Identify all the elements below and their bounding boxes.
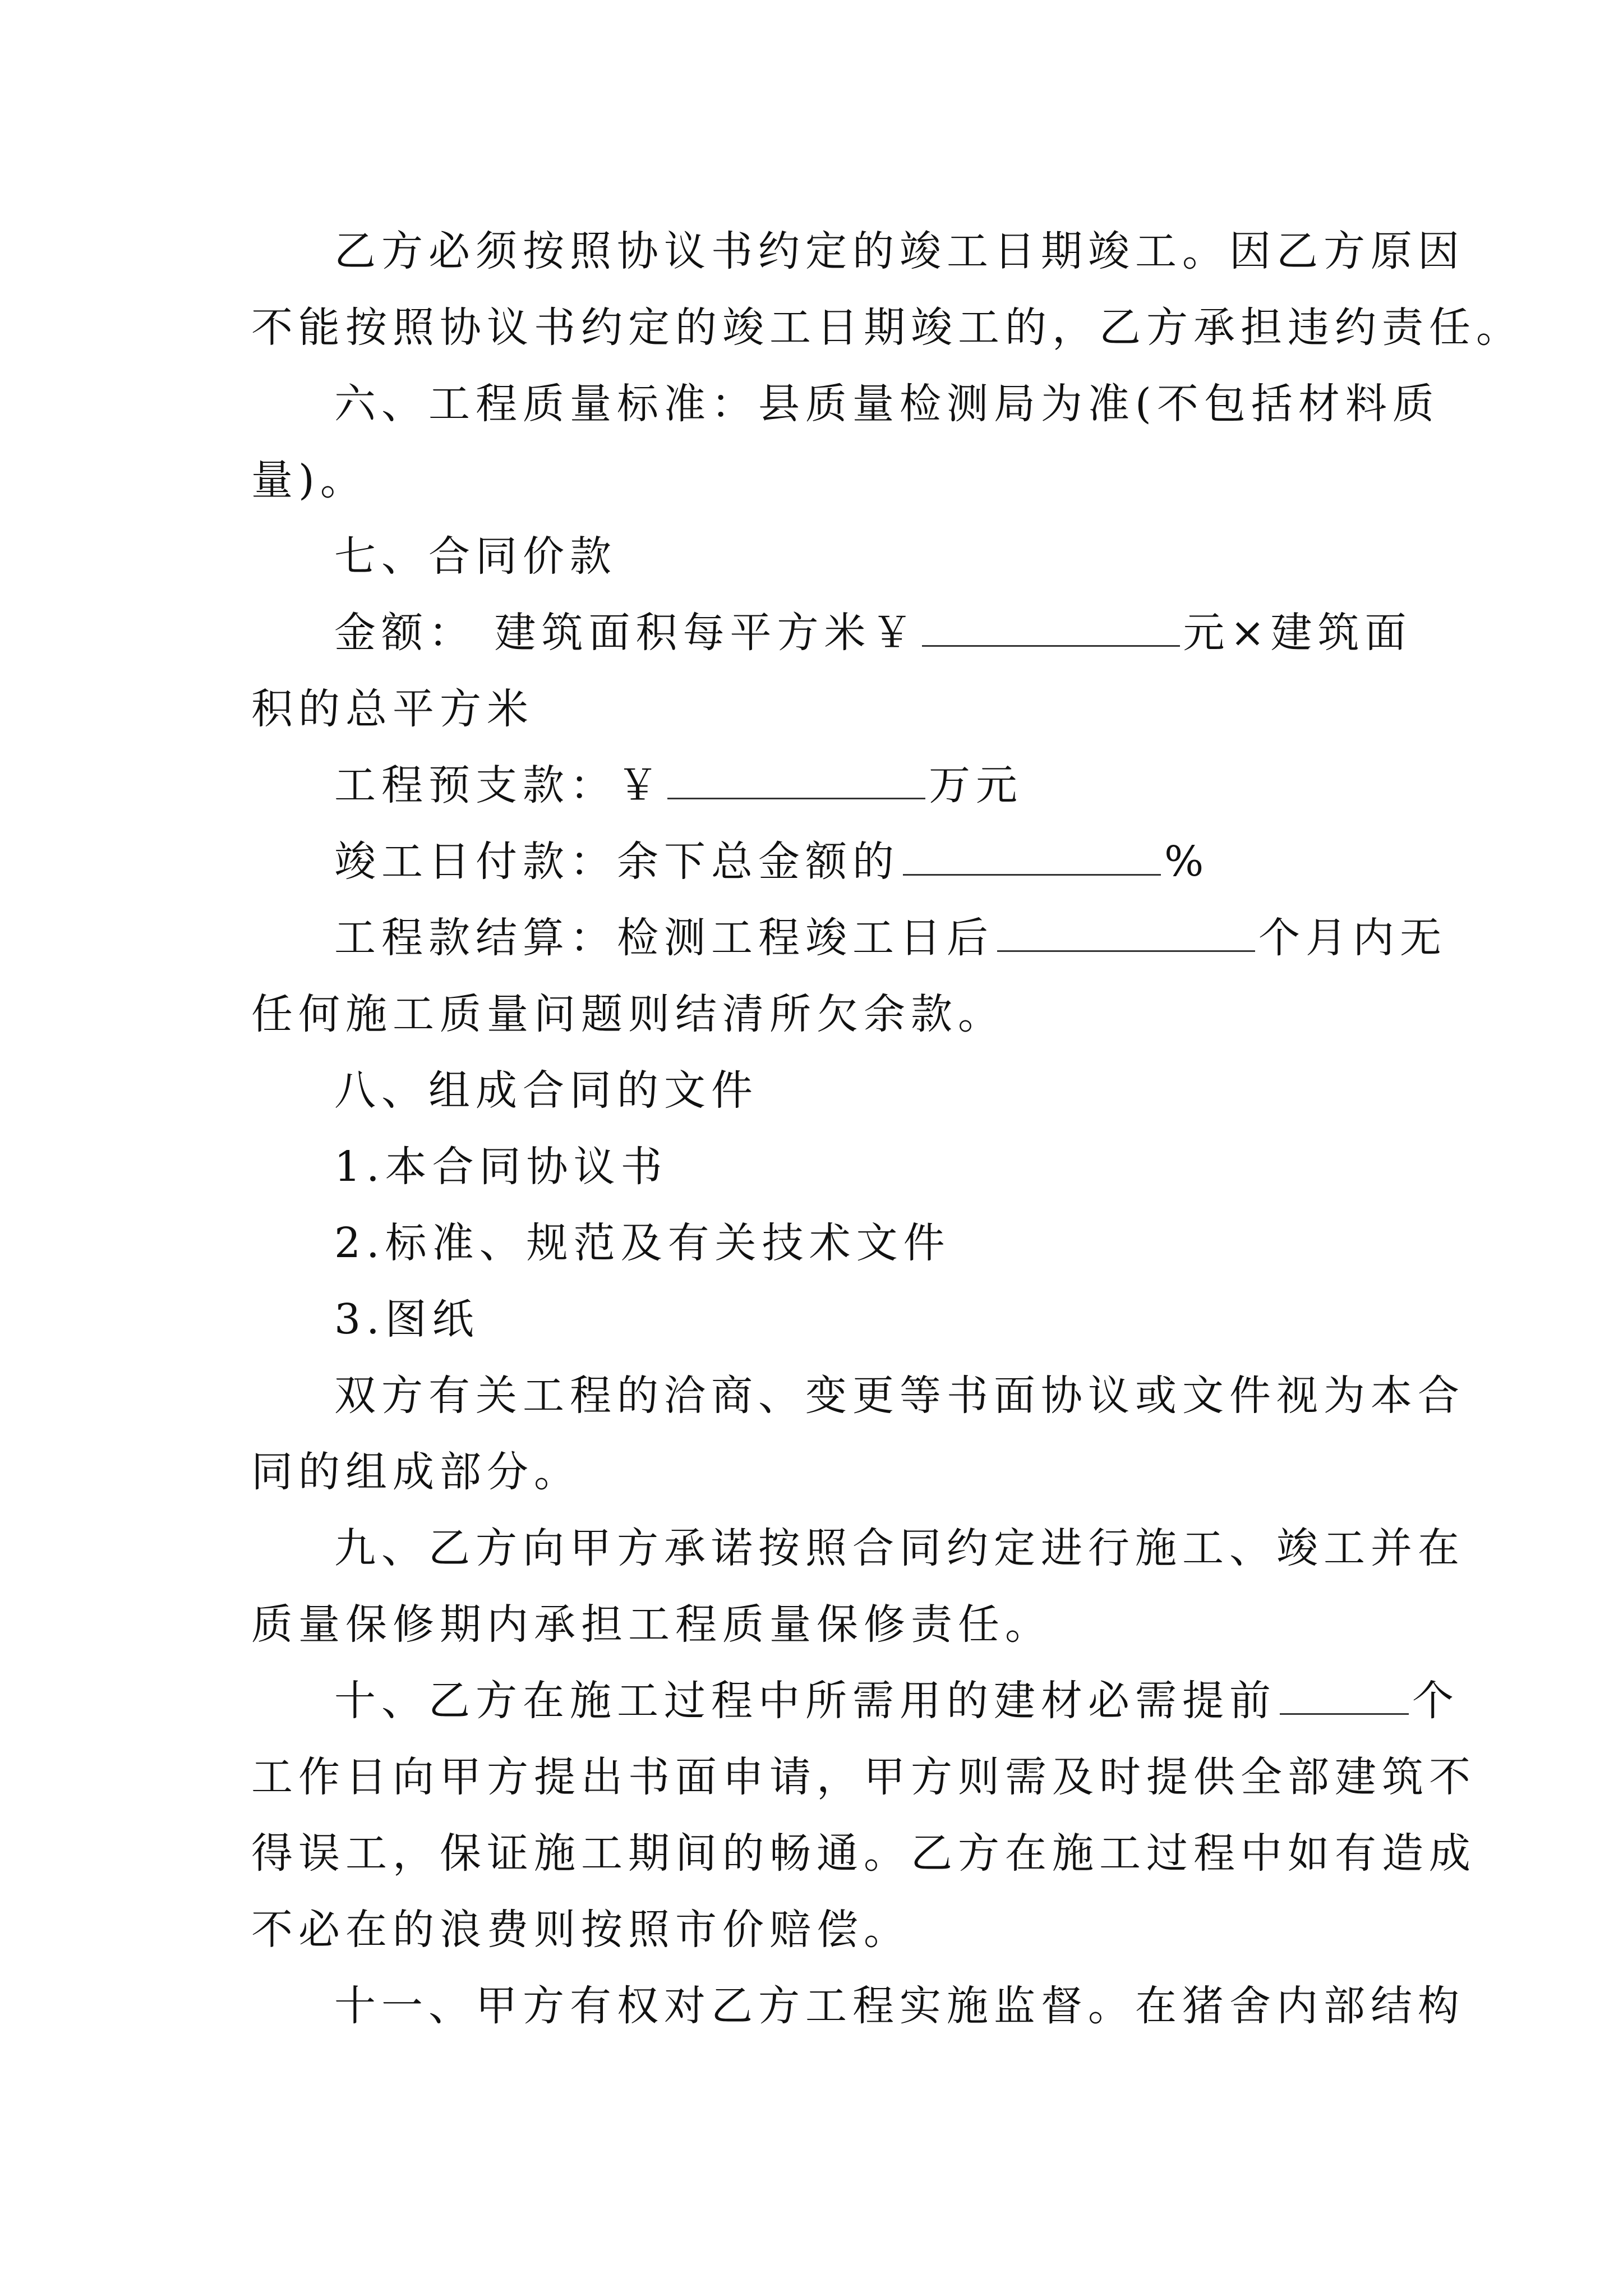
text: 量)。 <box>251 456 367 504</box>
paragraph-line <box>251 747 1390 823</box>
blank-underline <box>997 914 1255 952</box>
text: 3.图纸 <box>334 1295 479 1343</box>
text: 不必在的浪费则按照市价赔偿。 <box>251 1906 911 1954</box>
paragraph-line <box>251 1510 1465 1586</box>
section-heading <box>251 1052 1390 1129</box>
paragraph-line <box>251 1586 1390 1663</box>
paragraph-line <box>251 671 1390 747</box>
paragraph-line <box>251 1892 1390 1968</box>
paragraph-line <box>251 1815 1476 1892</box>
text: 任何施工质量问题则结清所欠余款。 <box>251 990 1005 1038</box>
text: 十一、甲方有权对乙方工程实施监督。在猪舍内部结构 <box>334 1982 1465 2030</box>
paragraph-line <box>251 289 1523 366</box>
text: 工程预支款：￥ <box>334 761 664 809</box>
text: 金额： 建筑面积每平方米￥ <box>334 609 919 657</box>
text: 万元 <box>929 761 1023 809</box>
text: 1.本合同协议书 <box>334 1143 668 1191</box>
paragraph-line <box>251 1663 1459 1739</box>
text: 乙方必须按照协议书约定的竣工日期竣工。因乙方原因 <box>334 227 1465 275</box>
text: 八、组成合同的文件 <box>334 1066 758 1115</box>
blank-underline <box>922 609 1180 647</box>
text: 质量保修期内承担工程质量保修责任。 <box>251 1600 1052 1649</box>
blank-underline <box>1280 1677 1409 1715</box>
section-heading <box>251 518 1390 595</box>
paragraph-line <box>251 213 1465 289</box>
list-item <box>251 1281 1390 1358</box>
paragraph-line <box>251 1358 1465 1434</box>
text: % <box>1164 838 1210 886</box>
text: 六、工程质量标准：县质量检测局为准(不包括材料质 <box>334 380 1440 428</box>
text: 得误工，保证施工期间的畅通。乙方在施工过程中如有造成 <box>251 1829 1476 1878</box>
paragraph-line <box>251 1434 1390 1510</box>
paragraph-line <box>251 1739 1476 1815</box>
paragraph-line <box>251 976 1390 1052</box>
text: 个 <box>1412 1677 1459 1725</box>
document-body <box>251 213 1523 2044</box>
text: 元×建筑面 <box>1183 609 1412 657</box>
blank-underline <box>903 838 1161 876</box>
paragraph-line <box>251 1968 1465 2044</box>
paragraph-line <box>251 366 1440 442</box>
list-item <box>251 1205 1390 1281</box>
text: 同的组成部分。 <box>251 1448 581 1496</box>
list-item <box>251 1129 1390 1205</box>
paragraph-line <box>251 442 1390 518</box>
text: 十、乙方在施工过程中所需用的建材必需提前 <box>334 1677 1276 1725</box>
text: 积的总平方米 <box>251 685 534 733</box>
text: 双方有关工程的洽商、变更等书面协议或文件视为本合 <box>334 1372 1465 1420</box>
text: 工作日向甲方提出书面申请，甲方则需及时提供全部建筑不 <box>251 1753 1476 1801</box>
text: 个月内无 <box>1258 914 1447 962</box>
text: 竣工日付款：余下总金额的 <box>334 838 900 886</box>
paragraph-line <box>251 900 1447 976</box>
paragraph-line <box>251 595 1412 671</box>
text: 工程款结算：检测工程竣工日后 <box>334 914 994 962</box>
paragraph-line <box>251 823 1390 900</box>
text: 九、乙方向甲方承诺按照合同约定进行施工、竣工并在 <box>334 1524 1465 1572</box>
text: 七、合同价款 <box>334 532 617 581</box>
blank-underline <box>667 762 925 799</box>
text: 不能按照协议书约定的竣工日期竣工的，乙方承担违约责任。 <box>251 303 1523 352</box>
text: 2.标准、规范及有关技术文件 <box>334 1219 951 1267</box>
